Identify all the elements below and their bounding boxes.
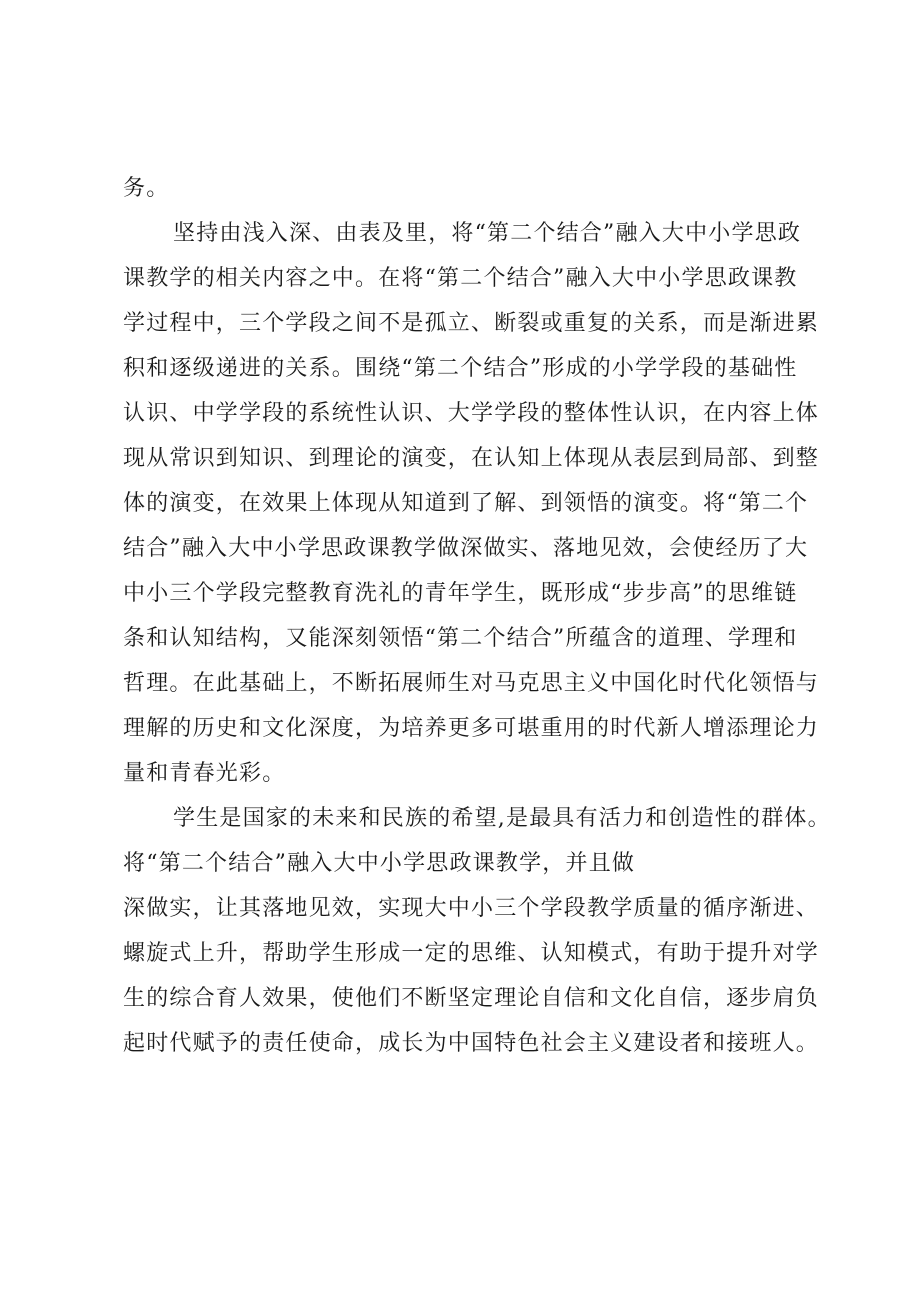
text-line: 务。 [123,176,170,201]
text-line: 中小三个学段完整教育洗礼的青年学生，既形成“步步高”的思维链 [123,581,798,606]
text-line: 现从常识到知识、到理论的演变，在认知上体现从表层到局部、到整 [123,446,820,471]
paragraph-first-line: 学生是国家的未来和民族的希望,是最具有活力和创造性的群体。 [173,806,831,831]
text-line: 积和逐级递进的关系。围绕“第二个结合”形成的小学学段的基础性 [123,356,798,381]
paragraph-first-line: 坚持由浅入深、由表及里，将“第二个结合”融入大中小学思政 [173,221,802,246]
text-line: 起时代赋予的责任使命，成长为中国特色社会主义建设者和接班人。 [123,1031,820,1056]
text-line: 体的演变，在效果上体现从知道到了解、到领悟的演变。将“第二个 [123,491,809,516]
text-line: 生的综合育人效果，使他们不断坚定理论自信和文化自信，逐步肩负 [123,986,820,1011]
text-line: 学过程中，三个学段之间不是孤立、断裂或重复的关系，而是渐进累 [123,311,820,336]
text-line: 理解的历史和文化深度，为培养更多可堪重用的时代新人增添理论力 [123,716,820,741]
text-line: 结合”融入大中小学思政课教学做深做实、落地见效，会使经历了大 [123,536,809,561]
text-line: 量和青春光彩。 [123,761,286,786]
text-line: 深做实，让其落地见效，实现大中小三个学段教学质量的循序渐进、 [123,896,820,921]
text-line: 哲理。在此基础上，不断拓展师生对马克思主义中国化时代化领悟与 [123,671,820,696]
text-line: 条和认知结构，又能深刻领悟“第二个结合”所蕴含的道理、学理和 [123,626,798,651]
text-line: 课教学的相关内容之中。在将“第二个结合”融入大中小学思政课教 [123,266,798,291]
document-body [123,166,831,1066]
text-line: 螺旋式上升，帮助学生形成一定的思维、认知模式，有助于提升对学 [123,941,820,966]
text-line: 将“第二个结合”融入大中小学思政课教学，并且做 [123,851,636,876]
text-line: 认识、中学学段的系统性认识、大学学段的整体性认识，在内容上体 [123,401,820,426]
